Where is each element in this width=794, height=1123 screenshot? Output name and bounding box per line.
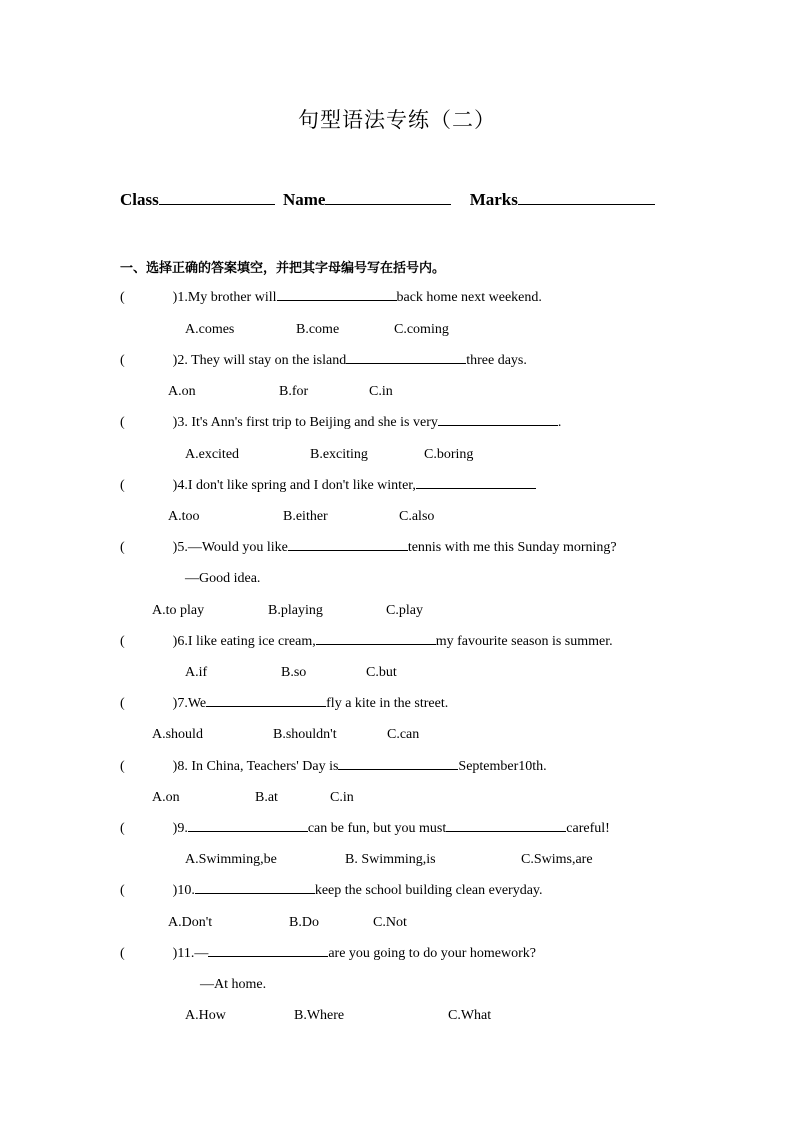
option-a[interactable]: A.to play (152, 603, 205, 618)
fill-blank[interactable] (438, 424, 558, 426)
question-11: ( )11.— are you going to do your homework? (120, 946, 536, 961)
option-b[interactable]: B.Do (289, 915, 319, 930)
reply-5: —Good idea. (185, 571, 261, 586)
page-title: 句型语法专练（二） (298, 108, 496, 132)
question-7: ( )7.We fly a kite in the street. (120, 696, 449, 711)
question-9: ( )9. can be fun, but you must careful! (120, 821, 610, 836)
options-8 (152, 790, 354, 806)
option-b[interactable]: B.shouldn't (273, 727, 337, 742)
class-label: Class (120, 190, 159, 209)
name-label: Name (282, 190, 326, 209)
option-a[interactable]: A.if (185, 665, 208, 680)
option-c[interactable]: C.can (387, 727, 420, 742)
option-c[interactable]: C.play (386, 603, 423, 618)
option-a[interactable]: A.Don't (168, 915, 213, 930)
option-a[interactable]: A.on (168, 384, 196, 399)
section-heading: 一、选择正确的答案填空，并把其字母编号写在括号内。 (120, 261, 446, 276)
options-4 (168, 509, 434, 525)
options-9 (185, 852, 593, 868)
options-5 (152, 603, 423, 619)
option-c[interactable]: C.in (330, 790, 354, 805)
class-blank[interactable] (159, 203, 275, 205)
option-a[interactable]: A.How (185, 1008, 226, 1023)
option-a[interactable]: A.should (152, 727, 203, 742)
option-b[interactable]: B.so (281, 665, 307, 680)
fill-blank[interactable] (188, 830, 308, 832)
option-b[interactable]: B.either (283, 509, 328, 524)
fill-blank[interactable] (316, 643, 436, 645)
option-b[interactable]: B.come (296, 322, 340, 337)
option-b[interactable]: B.Where (294, 1008, 345, 1023)
fill-blank[interactable] (446, 830, 566, 832)
option-a[interactable]: A.comes (185, 322, 235, 337)
question-1: ( )1.My brother will back home next weekend. (120, 290, 542, 305)
question-6: ( )6.I like eating ice cream, my favourite season is summer. (120, 634, 613, 649)
marks-blank[interactable] (518, 203, 655, 205)
option-a[interactable]: A.excited (185, 447, 240, 462)
option-c[interactable]: C.Swims,are (521, 852, 593, 867)
option-c[interactable]: C.also (399, 509, 435, 524)
fill-blank[interactable] (208, 955, 328, 957)
option-b[interactable]: B. Swimming,is (345, 852, 436, 867)
options-2 (168, 384, 393, 400)
fill-blank[interactable] (338, 768, 458, 770)
option-a[interactable]: A.Swimming,be (185, 852, 277, 867)
question-2: ( )2. They will stay on the island three days. (120, 353, 527, 368)
option-a[interactable]: A.too (168, 509, 200, 524)
option-c[interactable]: C.What (448, 1008, 492, 1023)
question-8: ( )8. In China, Teachers' Day is September10th. (120, 759, 547, 774)
name-blank[interactable] (325, 203, 451, 205)
fill-blank[interactable] (346, 362, 466, 364)
fill-blank[interactable] (416, 487, 536, 489)
option-a[interactable]: A.on (152, 790, 180, 805)
options-7 (152, 727, 419, 743)
option-b[interactable]: B.at (255, 790, 278, 805)
option-c[interactable]: C.boring (424, 447, 474, 462)
option-b[interactable]: B.exciting (310, 447, 368, 462)
options-10 (168, 915, 407, 931)
fill-blank[interactable] (277, 299, 397, 301)
option-b[interactable]: B.playing (268, 603, 323, 618)
question-5: ( )5.—Would you like tennis with me this Sunday morning? (120, 540, 617, 555)
option-c[interactable]: C.in (369, 384, 393, 399)
question-10: ( )10. keep the school building clean everyday. (120, 883, 543, 898)
options-1 (185, 322, 449, 338)
options-3 (185, 447, 473, 463)
option-c[interactable]: C.Not (373, 915, 407, 930)
fill-blank[interactable] (288, 549, 408, 551)
reply-11: —At home. (200, 977, 267, 992)
fill-blank[interactable] (206, 705, 326, 707)
question-3: ( )3. It's Ann's first trip to Beijing and she is very . (120, 415, 562, 430)
question-4: ( )4.I don't like spring and I don't like winter, (120, 478, 536, 494)
options-11 (185, 1008, 491, 1024)
marks-label: Marks (469, 190, 518, 209)
option-c[interactable]: C.coming (394, 322, 449, 337)
fill-blank[interactable] (195, 892, 315, 894)
option-c[interactable]: C.but (366, 665, 397, 680)
option-b[interactable]: B.for (279, 384, 309, 399)
options-6 (185, 665, 397, 681)
student-info-header (120, 190, 659, 210)
